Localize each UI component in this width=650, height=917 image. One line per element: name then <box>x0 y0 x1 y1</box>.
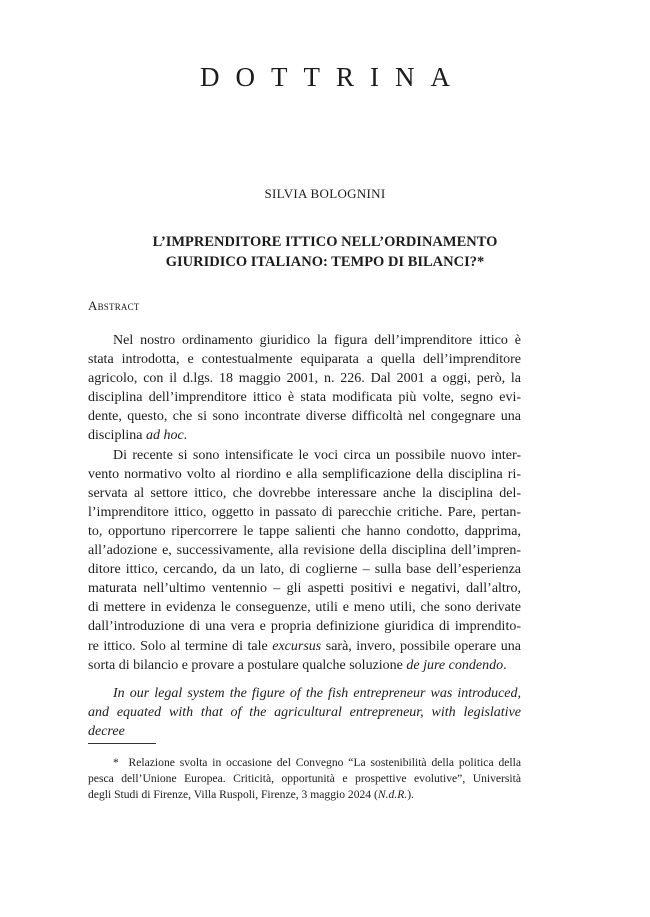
text-line: di mettere in evidenza le conseguenze, utili e meno utili, che sono derivate <box>88 600 521 616</box>
article-title-line-1: L’IMPRENDITORE ITTICO NELL’ORDINAMENTO <box>152 234 498 250</box>
footnote-marker: * <box>113 756 119 769</box>
footnote-line <box>88 755 521 771</box>
text-run: degli Studi di Firenze, Villa Ruspoli, Firenze, 3 maggio 2024 ( <box>88 788 378 801</box>
italic-term: ad hoc <box>145 428 184 444</box>
abstract-paragraph-2 <box>88 446 521 675</box>
text-line: stata introdotta, e contestualmente equiparata a quella dell’imprenditore <box>88 352 521 368</box>
text-line: ditore ittico, cercando, da un lato, di coglierne – sulla base dell’esperienza <box>88 562 521 578</box>
text-line: servata al settore ittico, che dovrebbe interessare anche la disciplina del- <box>88 485 521 501</box>
abstract-heading: Abstract <box>88 298 140 313</box>
text-line: dall’introduzione di una vera e propria definizione giuridica di imprendito- <box>88 619 521 635</box>
article-title-line-2: GIURIDICO ITALIANO: TEMPO DI BILANCI?* <box>165 254 485 270</box>
text-line: dente, questo, che si sono incontrate diverse difficoltà nel congegnare una <box>88 409 521 425</box>
text-run: . <box>503 657 507 673</box>
text-line: disciplina dell’imprenditore ittico è stata modificata più volte, segno evi- <box>88 390 521 406</box>
footnote-line <box>88 787 521 803</box>
text-run: sorta di bilancio e provare a postulare qualche soluzione <box>88 657 407 673</box>
abstract-paragraph-english <box>88 684 521 741</box>
text-line: and equated with that of the agricultural entrepreneur, with legislative decree <box>88 704 521 739</box>
text-line: In our legal system the figure of the fish entrepreneur was introduced, <box>113 685 521 701</box>
text-run: . <box>183 428 188 444</box>
text-line: to, opportuno ripercorrere le tappe salienti che hanno condotto, dapprima, <box>88 523 521 539</box>
text-line: Di recente si sono intensificate le voci circa un possibile nuovo inter- <box>113 447 521 463</box>
article-title <box>110 232 540 272</box>
text-run: re ittico. Solo al termine di tale <box>88 638 273 654</box>
text-line <box>88 426 521 445</box>
author-name: SILVIA BOLOGNINI <box>264 186 386 201</box>
text-run: sarà, invero, possibile operare una <box>321 638 521 654</box>
section-title: DOTTRINA <box>200 62 466 92</box>
footnote-line: pesca dell’Unione Europea. Criticità, opportunità e prospettive evolutive”, Università <box>88 772 521 785</box>
abstract-paragraph-1 <box>88 331 521 446</box>
text-line <box>88 637 521 656</box>
italic-term: de jure condendo <box>406 657 504 673</box>
text-line: l’imprenditore ittico, oggetto in passato di parecchie critiche. Pare, pertan- <box>88 504 521 520</box>
text-line: maturata nell’ultimo ventennio – gli aspetti positivi e negativi, dall’altro, <box>88 581 521 597</box>
text-line: agricolo, con il d.lgs. 18 maggio 2001, n. 226. Dal 2001 a oggi, però, la <box>88 371 521 387</box>
text-line: vento normativo volto al riordino e alla semplificazione della disciplina ri- <box>88 466 521 482</box>
italic-term: excursus <box>272 638 322 654</box>
text-line: all’adozione e, successivamente, alla revisione della disciplina dell’impren- <box>88 543 521 559</box>
text-line <box>88 656 521 675</box>
footnote-separator <box>88 743 156 744</box>
footnote <box>88 755 521 803</box>
italic-term: N.d.R. <box>377 788 408 801</box>
abstract-body <box>88 331 521 741</box>
text-run: ). <box>407 788 414 801</box>
text-run: disciplina <box>88 428 146 444</box>
text-run: Relazione svolta in occasione del Convegno “La sostenibilità della politica della <box>128 756 521 769</box>
text-line: Nel nostro ordinamento giuridico la figura dell’imprenditore ittico è <box>113 333 521 348</box>
